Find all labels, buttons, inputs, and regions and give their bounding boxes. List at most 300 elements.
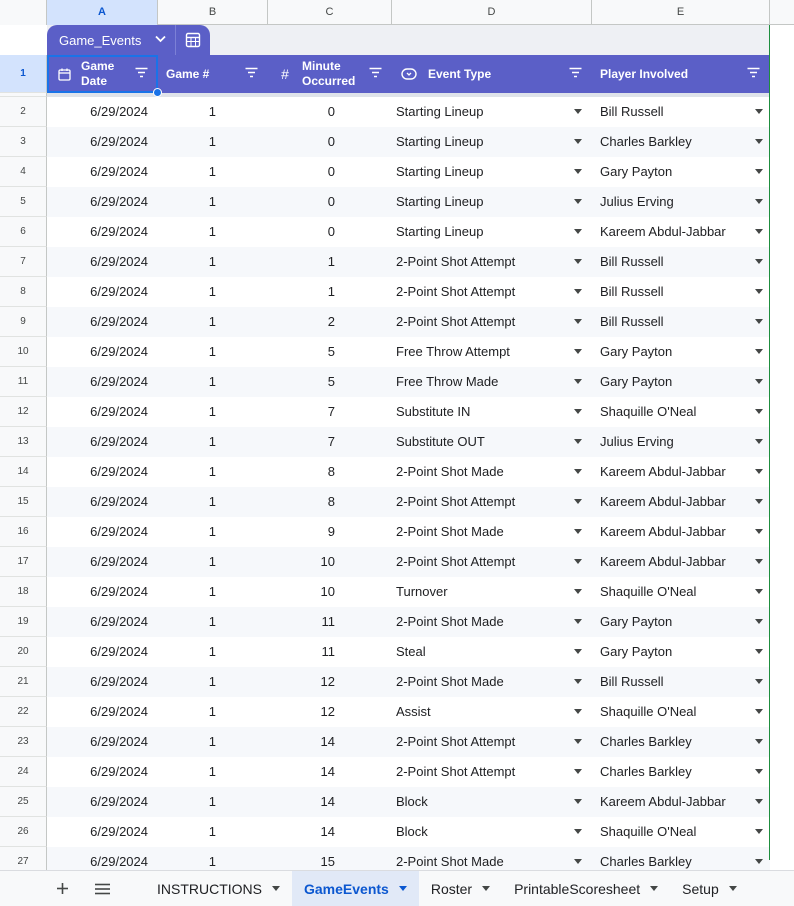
dropdown-arrow-icon[interactable]: [574, 589, 582, 594]
cell-event-type[interactable]: [392, 577, 592, 607]
cell-event-type-text: 2-Point Shot Attempt: [396, 493, 516, 509]
cell-event-type[interactable]: [392, 157, 592, 187]
dropdown-arrow-icon[interactable]: [755, 409, 763, 414]
row-number[interactable]: 23: [0, 727, 47, 757]
cell-game-number[interactable]: [158, 517, 268, 547]
cell-minute-text: 7: [327, 433, 335, 449]
header-label: Player Involved: [600, 66, 689, 81]
cell-game-number-text: 1: [208, 853, 216, 869]
cell-game-date[interactable]: [47, 157, 158, 187]
dropdown-arrow-icon[interactable]: [574, 439, 582, 444]
cell-game-date[interactable]: [47, 217, 158, 247]
cell-game-number[interactable]: [158, 577, 268, 607]
cell-player[interactable]: [592, 817, 770, 847]
cell-game-date[interactable]: [47, 457, 158, 487]
cell-player-text: Gary Payton: [600, 163, 673, 179]
cell-game-number-text: 1: [208, 763, 216, 779]
cell-event-type[interactable]: [392, 97, 592, 127]
row-number[interactable]: 26: [0, 817, 47, 847]
cell-game-date[interactable]: [47, 757, 158, 787]
cell-game-date[interactable]: [47, 727, 158, 757]
cell-minute[interactable]: [268, 697, 392, 727]
cell-game-number[interactable]: [158, 547, 268, 577]
cell-event-type[interactable]: [392, 667, 592, 697]
cell-game-number[interactable]: [158, 637, 268, 667]
dropdown-arrow-icon[interactable]: [574, 199, 582, 204]
cell-player[interactable]: [592, 367, 770, 397]
dropdown-arrow-icon[interactable]: [755, 169, 763, 174]
cell-player-text: Shaquille O'Neal: [600, 703, 697, 719]
dropdown-arrow-icon[interactable]: [755, 859, 763, 864]
cell-game-date[interactable]: [47, 427, 158, 457]
cell-event-type-text: Substitute IN: [396, 403, 471, 419]
cell-event-type[interactable]: [392, 517, 592, 547]
row-number[interactable]: 27: [0, 847, 47, 877]
dropdown-arrow-icon[interactable]: [755, 379, 763, 384]
cell-event-type-text: Steal: [396, 643, 426, 659]
cell-player[interactable]: [592, 457, 770, 487]
cell-event-type[interactable]: [392, 697, 592, 727]
cell-minute[interactable]: [268, 307, 392, 337]
cell-game-date[interactable]: [47, 637, 158, 667]
cell-game-date[interactable]: [47, 127, 158, 157]
table-row: [47, 97, 770, 127]
cell-minute[interactable]: [268, 787, 392, 817]
dropdown-arrow-icon[interactable]: [574, 259, 582, 264]
cell-player[interactable]: [592, 157, 770, 187]
cell-event-type-text: Starting Lineup: [396, 133, 484, 149]
cell-player[interactable]: [592, 97, 770, 127]
cell-player[interactable]: [592, 487, 770, 517]
cell-player[interactable]: [592, 187, 770, 217]
cell-game-number-text: 1: [208, 403, 216, 419]
cell-event-type-text: 2-Point Shot Attempt: [396, 553, 516, 569]
cell-minute[interactable]: [268, 367, 392, 397]
table-row: [47, 727, 770, 757]
cell-event-type[interactable]: [392, 757, 592, 787]
cell-game-number[interactable]: [158, 397, 268, 427]
dropdown-arrow-icon[interactable]: [755, 529, 763, 534]
cell-game-date[interactable]: [47, 187, 158, 217]
cell-game-date[interactable]: [47, 817, 158, 847]
dropdown-arrow-icon[interactable]: [755, 499, 763, 504]
dropdown-arrow-icon[interactable]: [574, 619, 582, 624]
row-number[interactable]: 16: [0, 517, 47, 547]
dropdown-arrow-icon[interactable]: [574, 829, 582, 834]
cell-game-number-text: 1: [208, 133, 216, 149]
cell-minute-text: 14: [320, 733, 335, 749]
caret-down-icon[interactable]: [482, 886, 490, 891]
dropdown-arrow-icon[interactable]: [574, 349, 582, 354]
cell-game-number[interactable]: [158, 607, 268, 637]
cell-game-number[interactable]: [158, 187, 268, 217]
row-number[interactable]: 1: [0, 55, 47, 93]
sheet-tab-bar: [0, 870, 794, 906]
menu-icon: [95, 883, 110, 895]
cell-game-number[interactable]: [158, 817, 268, 847]
cell-event-type[interactable]: [392, 817, 592, 847]
column-header-b[interactable]: B: [158, 0, 268, 25]
cell-minute-text: 0: [327, 133, 335, 149]
cell-event-type-text: Starting Lineup: [396, 223, 484, 239]
dropdown-arrow-icon[interactable]: [755, 469, 763, 474]
cell-player[interactable]: [592, 427, 770, 457]
column-header-c[interactable]: C: [268, 0, 392, 25]
row-number[interactable]: 21: [0, 667, 47, 697]
cell-minute[interactable]: [268, 187, 392, 217]
cell-minute-text: 8: [327, 493, 335, 509]
sheet-tab-setup[interactable]: [670, 871, 749, 906]
dropdown-arrow-icon[interactable]: [755, 109, 763, 114]
cell-game-number-text: 1: [208, 733, 216, 749]
sheet-tab-printablescoresheet[interactable]: [502, 871, 670, 906]
caret-down-icon[interactable]: [650, 886, 658, 891]
row-number[interactable]: 25: [0, 787, 47, 817]
cell-game-number[interactable]: [158, 247, 268, 277]
cell-game-number[interactable]: [158, 307, 268, 337]
cell-game-date-text: 6/29/2024: [90, 133, 148, 149]
cell-game-date[interactable]: [47, 667, 158, 697]
cell-minute[interactable]: [268, 427, 392, 457]
filter-icon[interactable]: [245, 67, 258, 81]
cell-game-date[interactable]: [47, 337, 158, 367]
cell-event-type[interactable]: [392, 487, 592, 517]
cell-game-date-text: 6/29/2024: [90, 103, 148, 119]
cell-player[interactable]: [592, 397, 770, 427]
sheet-tab-instructions[interactable]: [145, 871, 292, 906]
cell-game-date[interactable]: [47, 277, 158, 307]
cell-minute-text: 9: [327, 523, 335, 539]
cell-event-type[interactable]: [392, 787, 592, 817]
dropdown-arrow-icon[interactable]: [755, 799, 763, 804]
dropdown-arrow-icon[interactable]: [574, 709, 582, 714]
caret-down-icon[interactable]: [729, 886, 737, 891]
row-number[interactable]: 6: [0, 217, 47, 247]
row-number[interactable]: 24: [0, 757, 47, 787]
cell-minute[interactable]: [268, 637, 392, 667]
cell-player-text: Bill Russell: [600, 313, 664, 329]
row-number[interactable]: 19: [0, 607, 47, 637]
dropdown-arrow-icon[interactable]: [755, 289, 763, 294]
dropdown-arrow-icon[interactable]: [574, 859, 582, 864]
cell-game-number-text: 1: [208, 583, 216, 599]
cell-minute[interactable]: [268, 217, 392, 247]
header-game-number[interactable]: [158, 55, 268, 93]
cell-event-type[interactable]: [392, 187, 592, 217]
cell-game-date[interactable]: [47, 697, 158, 727]
dropdown-arrow-icon[interactable]: [574, 319, 582, 324]
cell-player[interactable]: [592, 787, 770, 817]
cell-minute[interactable]: [268, 127, 392, 157]
table-row: [47, 427, 770, 457]
cell-minute-text: 10: [320, 553, 335, 569]
dropdown-arrow-icon[interactable]: [574, 139, 582, 144]
cell-event-type[interactable]: [392, 307, 592, 337]
cell-minute-text: 0: [327, 193, 335, 209]
table-name-chip[interactable]: [47, 25, 210, 55]
cell-minute[interactable]: [268, 547, 392, 577]
cell-game-number[interactable]: [158, 787, 268, 817]
cell-minute[interactable]: [268, 277, 392, 307]
cell-event-type[interactable]: [392, 547, 592, 577]
filter-icon[interactable]: [569, 67, 582, 81]
cell-player-text: Charles Barkley: [600, 763, 692, 779]
cell-player[interactable]: [592, 637, 770, 667]
cell-game-number[interactable]: [158, 157, 268, 187]
row-number[interactable]: 5: [0, 187, 47, 217]
cell-player[interactable]: [592, 667, 770, 697]
cell-event-type-text: 2-Point Shot Attempt: [396, 313, 516, 329]
cell-game-number-text: 1: [208, 793, 216, 809]
cell-player[interactable]: [592, 277, 770, 307]
caret-down-icon[interactable]: [399, 886, 407, 891]
dropdown-arrow-icon[interactable]: [574, 559, 582, 564]
dropdown-arrow-icon[interactable]: [574, 169, 582, 174]
cell-player[interactable]: [592, 307, 770, 337]
cell-game-number[interactable]: [158, 757, 268, 787]
cell-event-type-text: 2-Point Shot Attempt: [396, 253, 516, 269]
cell-minute[interactable]: [268, 727, 392, 757]
cell-minute[interactable]: [268, 157, 392, 187]
sheet-tab-roster[interactable]: [419, 871, 502, 906]
cell-event-type[interactable]: [392, 727, 592, 757]
table-row: [47, 637, 770, 667]
dropdown-arrow-icon[interactable]: [574, 379, 582, 384]
dropdown-arrow-icon[interactable]: [755, 349, 763, 354]
cell-minute[interactable]: [268, 487, 392, 517]
plus-icon: [56, 882, 69, 895]
cell-player-text: Kareem Abdul-Jabbar: [600, 493, 726, 509]
cell-event-type-text: 2-Point Shot Made: [396, 853, 504, 869]
cell-game-number[interactable]: [158, 427, 268, 457]
cell-event-type-text: 2-Point Shot Made: [396, 613, 504, 629]
cell-event-type[interactable]: [392, 247, 592, 277]
cell-player[interactable]: [592, 217, 770, 247]
dropdown-arrow-icon[interactable]: [755, 139, 763, 144]
cell-game-number[interactable]: [158, 127, 268, 157]
header-player-involved[interactable]: [592, 55, 770, 93]
header-minute-occurred[interactable]: [268, 55, 392, 93]
cell-game-date[interactable]: [47, 307, 158, 337]
dropdown-arrow-icon[interactable]: [755, 259, 763, 264]
cell-game-number[interactable]: [158, 487, 268, 517]
chevron-down-icon[interactable]: [155, 34, 173, 46]
add-sheet-button[interactable]: [42, 871, 82, 906]
row-number[interactable]: 11: [0, 367, 47, 397]
dropdown-arrow-icon[interactable]: [755, 439, 763, 444]
cell-game-date[interactable]: [47, 607, 158, 637]
cell-game-date-text: 6/29/2024: [90, 463, 148, 479]
row-number[interactable]: 12: [0, 397, 47, 427]
column-header-d[interactable]: D: [392, 0, 592, 25]
cell-game-date[interactable]: [47, 577, 158, 607]
cell-game-number[interactable]: [158, 457, 268, 487]
dropdown-arrow-icon[interactable]: [755, 199, 763, 204]
cell-event-type[interactable]: [392, 457, 592, 487]
cell-event-type[interactable]: [392, 277, 592, 307]
cell-player-text: Kareem Abdul-Jabbar: [600, 463, 726, 479]
row-number[interactable]: 2: [0, 97, 47, 127]
row-number[interactable]: 13: [0, 427, 47, 457]
row-number[interactable]: 10: [0, 337, 47, 367]
dropdown-arrow-icon[interactable]: [574, 649, 582, 654]
cell-minute[interactable]: [268, 757, 392, 787]
row-number[interactable]: 17: [0, 547, 47, 577]
cell-event-type[interactable]: [392, 637, 592, 667]
cell-game-date-text: 6/29/2024: [90, 673, 148, 689]
cell-player-text: Gary Payton: [600, 373, 673, 389]
cell-game-date-text: 6/29/2024: [90, 373, 148, 389]
cell-game-number[interactable]: [158, 727, 268, 757]
dropdown-arrow-icon[interactable]: [574, 409, 582, 414]
row-number[interactable]: 20: [0, 637, 47, 667]
row-number[interactable]: 9: [0, 307, 47, 337]
cell-minute-text: 0: [327, 163, 335, 179]
cell-minute[interactable]: [268, 667, 392, 697]
table-row: [47, 667, 770, 697]
cell-game-date[interactable]: [47, 367, 158, 397]
cell-player[interactable]: [592, 757, 770, 787]
row-number[interactable]: 18: [0, 577, 47, 607]
cell-player[interactable]: [592, 337, 770, 367]
cell-player[interactable]: [592, 727, 770, 757]
cell-player-text: Julius Erving: [600, 433, 674, 449]
table-view-icon[interactable]: [176, 25, 210, 55]
dropdown-arrow-icon[interactable]: [574, 109, 582, 114]
cell-player[interactable]: [592, 577, 770, 607]
row-number[interactable]: 22: [0, 697, 47, 727]
cell-game-date[interactable]: [47, 487, 158, 517]
all-sheets-button[interactable]: [82, 871, 122, 906]
cell-event-type[interactable]: [392, 427, 592, 457]
dropdown-arrow-icon[interactable]: [755, 829, 763, 834]
cell-player[interactable]: [592, 547, 770, 577]
row-number[interactable]: 15: [0, 487, 47, 517]
cell-game-date[interactable]: [47, 517, 158, 547]
cell-event-type[interactable]: [392, 217, 592, 247]
dropdown-arrow-icon[interactable]: [574, 529, 582, 534]
cell-game-date-text: 6/29/2024: [90, 853, 148, 869]
row-number[interactable]: 8: [0, 277, 47, 307]
table-name[interactable]: Game_Events: [59, 32, 142, 48]
cell-minute[interactable]: [268, 397, 392, 427]
row-number[interactable]: 3: [0, 127, 47, 157]
dropdown-arrow-icon[interactable]: [755, 589, 763, 594]
cell-player[interactable]: [592, 247, 770, 277]
dropdown-arrow-icon[interactable]: [574, 229, 582, 234]
cell-game-number-text: 1: [208, 643, 216, 659]
sheet-tab-gameevents[interactable]: [292, 871, 419, 906]
table-row: [47, 187, 770, 217]
dropdown-arrow-icon[interactable]: [574, 799, 582, 804]
cell-game-number[interactable]: [158, 277, 268, 307]
cell-minute-text: 5: [327, 343, 335, 359]
cell-minute[interactable]: [268, 817, 392, 847]
cell-minute[interactable]: [268, 457, 392, 487]
cell-game-number[interactable]: [158, 337, 268, 367]
cell-minute[interactable]: [268, 337, 392, 367]
dropdown-arrow-icon[interactable]: [574, 679, 582, 684]
dropdown-arrow-icon[interactable]: [755, 619, 763, 624]
cell-minute-text: 14: [320, 823, 335, 839]
number-hash-icon: #: [281, 66, 289, 82]
cell-game-date-text: 6/29/2024: [90, 733, 148, 749]
cell-game-date[interactable]: [47, 397, 158, 427]
cell-minute[interactable]: [268, 247, 392, 277]
cell-player-text: Bill Russell: [600, 253, 664, 269]
column-header-e[interactable]: E: [592, 0, 770, 25]
column-header-a[interactable]: A: [47, 0, 158, 25]
cell-game-date-text: 6/29/2024: [90, 403, 148, 419]
dropdown-arrow-icon[interactable]: [755, 559, 763, 564]
dropdown-arrow-icon[interactable]: [574, 769, 582, 774]
cell-game-date-text: 6/29/2024: [90, 763, 148, 779]
cell-player[interactable]: [592, 607, 770, 637]
dropdown-arrow-icon[interactable]: [755, 319, 763, 324]
row-number[interactable]: 4: [0, 157, 47, 187]
cell-game-number[interactable]: [158, 97, 268, 127]
cell-game-date[interactable]: [47, 247, 158, 277]
cell-player-text: Bill Russell: [600, 673, 664, 689]
cell-game-date[interactable]: [47, 97, 158, 127]
dropdown-arrow-icon[interactable]: [574, 499, 582, 504]
header-event-type[interactable]: [392, 55, 592, 93]
select-all-corner[interactable]: [0, 0, 47, 25]
cell-player[interactable]: [592, 697, 770, 727]
cell-event-type[interactable]: [392, 127, 592, 157]
cell-player[interactable]: [592, 517, 770, 547]
dropdown-arrow-icon[interactable]: [755, 679, 763, 684]
cell-player-text: Charles Barkley: [600, 133, 692, 149]
cell-event-type[interactable]: [392, 607, 592, 637]
cell-game-number[interactable]: [158, 697, 268, 727]
dropdown-arrow-icon[interactable]: [755, 229, 763, 234]
dropdown-arrow-icon[interactable]: [755, 649, 763, 654]
cell-game-number-text: 1: [208, 283, 216, 299]
cell-minute[interactable]: [268, 97, 392, 127]
cell-event-type[interactable]: [392, 337, 592, 367]
dropdown-arrow-icon[interactable]: [755, 709, 763, 714]
dropdown-arrow-icon[interactable]: [755, 769, 763, 774]
cell-game-date[interactable]: [47, 787, 158, 817]
cell-game-number-text: 1: [208, 553, 216, 569]
cell-minute[interactable]: [268, 577, 392, 607]
cell-player[interactable]: [592, 127, 770, 157]
filter-icon[interactable]: [747, 67, 760, 81]
dropdown-arrow-icon[interactable]: [755, 739, 763, 744]
filter-icon[interactable]: [369, 67, 382, 81]
cell-game-number[interactable]: [158, 217, 268, 247]
cell-event-type[interactable]: [392, 367, 592, 397]
cell-game-number-text: 1: [208, 703, 216, 719]
row-number[interactable]: 7: [0, 247, 47, 277]
table-row: [47, 487, 770, 517]
table-row: [47, 277, 770, 307]
row-number[interactable]: 14: [0, 457, 47, 487]
cell-game-number[interactable]: [158, 367, 268, 397]
cell-game-date[interactable]: [47, 547, 158, 577]
table-row: [47, 337, 770, 367]
cell-game-number[interactable]: [158, 667, 268, 697]
dropdown-arrow-icon[interactable]: [574, 739, 582, 744]
cell-event-type[interactable]: [392, 397, 592, 427]
cell-game-date-text: 6/29/2024: [90, 613, 148, 629]
caret-down-icon[interactable]: [272, 886, 280, 891]
dropdown-arrow-icon[interactable]: [574, 289, 582, 294]
cell-minute[interactable]: [268, 517, 392, 547]
dropdown-arrow-icon[interactable]: [574, 469, 582, 474]
cell-minute[interactable]: [268, 607, 392, 637]
